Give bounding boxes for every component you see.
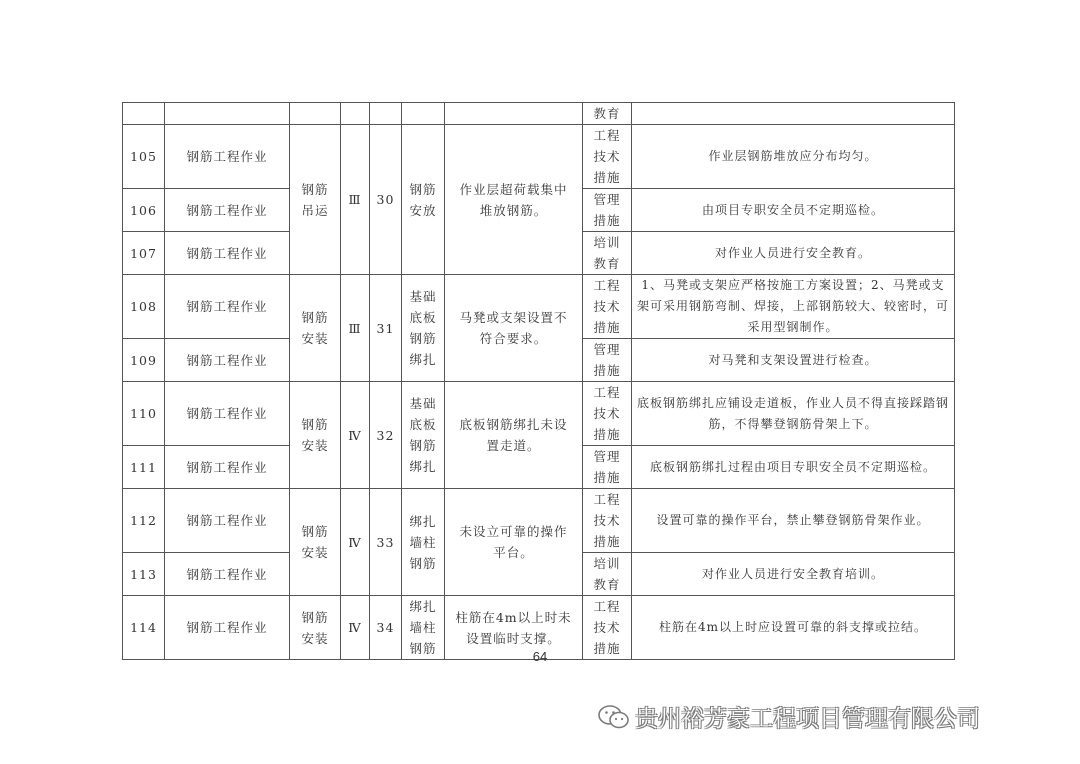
work-item: 基础 底板 钢筋 绑扎: [402, 275, 445, 382]
measure-type-cell: 工程 技术 措施: [583, 275, 632, 339]
row-number: 113: [123, 553, 165, 596]
measure-type-cell: 工程 技术 措施: [583, 125, 632, 189]
measure-text: 底板钢筋绑扎应铺设走道板，作业人员不得直接踩踏钢筋，不得攀登钢筋骨架上下。: [632, 382, 955, 446]
measure-type-cell: 管理 措施: [583, 339, 632, 382]
measure-type-cell: 管理 措施: [583, 189, 632, 232]
measure-type-cell: 培训 教育: [583, 553, 632, 596]
work-item: 绑扎 墙柱 钢筋: [402, 596, 445, 660]
measure-text: 作业层钢筋堆放应分布均匀。: [632, 125, 955, 189]
watermark-text: 贵州裕芳豪工程项目管理有限公司: [635, 706, 980, 732]
risk-level: Ⅳ: [341, 489, 370, 596]
work-name: 钢筋工程作业: [165, 232, 290, 275]
process-cell: 钢筋 安装: [290, 489, 341, 596]
work-name: 钢筋工程作业: [165, 125, 290, 189]
table-row: [123, 382, 955, 446]
row-number: 110: [123, 382, 165, 446]
table-row: [123, 275, 955, 339]
work-name: 钢筋工程作业: [165, 382, 290, 446]
work-name: 钢筋工程作业: [165, 596, 290, 660]
process-cell: 钢筋 安装: [290, 275, 341, 382]
measure-type-cell: 教育: [583, 103, 632, 125]
hazard-description: 底板钢筋绑扎未设 置走道。: [445, 382, 583, 489]
work-name: 钢筋工程作业: [165, 489, 290, 553]
process-cell: 钢筋 安装: [290, 596, 341, 660]
work-name: 钢筋工程作业: [165, 275, 290, 339]
row-number: 114: [123, 596, 165, 660]
risk-level: Ⅲ: [341, 125, 370, 275]
table-row: [123, 489, 955, 553]
process-cell: 钢筋 安装: [290, 382, 341, 489]
row-number: 109: [123, 339, 165, 382]
sequence-number: 34: [370, 596, 402, 660]
row-number: 108: [123, 275, 165, 339]
hazard-description: 柱筋在4m以上时未 设置临时支撑。: [445, 596, 583, 660]
process-cell: 钢筋 吊运: [290, 125, 341, 275]
work-item: 基础 底板 钢筋 绑扎: [402, 382, 445, 489]
measure-text: 对作业人员进行安全教育。: [632, 232, 955, 275]
watermark: [597, 700, 980, 733]
measure-text: 1、马凳或支架应严格按施工方案设置；2、马凳或支架可采用钢筋弯制、焊接，上部钢筋较大、较密时，可采用型钢制作。: [632, 275, 955, 339]
measure-type-cell: 工程 技术 措施: [583, 382, 632, 446]
row-number: 111: [123, 446, 165, 489]
table-row: [123, 103, 955, 125]
measure-text: 对作业人员进行安全教育培训。: [632, 553, 955, 596]
measure-type-cell: 工程 技术 措施: [583, 489, 632, 553]
row-number: 112: [123, 489, 165, 553]
measure-text: 柱筋在4m以上时应设置可靠的斜支撑或拉结。: [632, 596, 955, 660]
measure-text: 对马凳和支架设置进行检查。: [632, 339, 955, 382]
measure-text: 由项目专职安全员不定期巡检。: [632, 189, 955, 232]
row-number: 107: [123, 232, 165, 275]
work-item: 绑扎 墙柱 钢筋: [402, 489, 445, 596]
measure-text: 设置可靠的操作平台，禁止攀登钢筋骨架作业。: [632, 489, 955, 553]
sequence-number: 31: [370, 275, 402, 382]
sequence-number: 30: [370, 125, 402, 275]
hazard-description: 未设立可靠的操作 平台。: [445, 489, 583, 596]
work-name: 钢筋工程作业: [165, 553, 290, 596]
work-name: 钢筋工程作业: [165, 339, 290, 382]
measure-type-cell: 培训 教育: [583, 232, 632, 275]
risk-level: Ⅳ: [341, 596, 370, 660]
work-name: 钢筋工程作业: [165, 446, 290, 489]
hazard-description: 作业层超荷载集中 堆放钢筋。: [445, 125, 583, 275]
table-row: [123, 125, 955, 189]
measure-text: 底板钢筋绑扎过程由项目专职安全员不定期巡检。: [632, 446, 955, 489]
page-number: 64: [532, 649, 548, 664]
measure-type-cell: 管理 措施: [583, 446, 632, 489]
hazard-table: [122, 102, 955, 660]
work-name: 钢筋工程作业: [165, 189, 290, 232]
risk-level: Ⅲ: [341, 275, 370, 382]
row-number: 106: [123, 189, 165, 232]
work-item: 钢筋 安放: [402, 125, 445, 275]
risk-level: Ⅳ: [341, 382, 370, 489]
hazard-description: 马凳或支架设置不 符合要求。: [445, 275, 583, 382]
sequence-number: 32: [370, 382, 402, 489]
sequence-number: 33: [370, 489, 402, 596]
wechat-icon: [597, 704, 631, 730]
row-number: 105: [123, 125, 165, 189]
measure-type-cell: 工程 技术 措施: [583, 596, 632, 660]
